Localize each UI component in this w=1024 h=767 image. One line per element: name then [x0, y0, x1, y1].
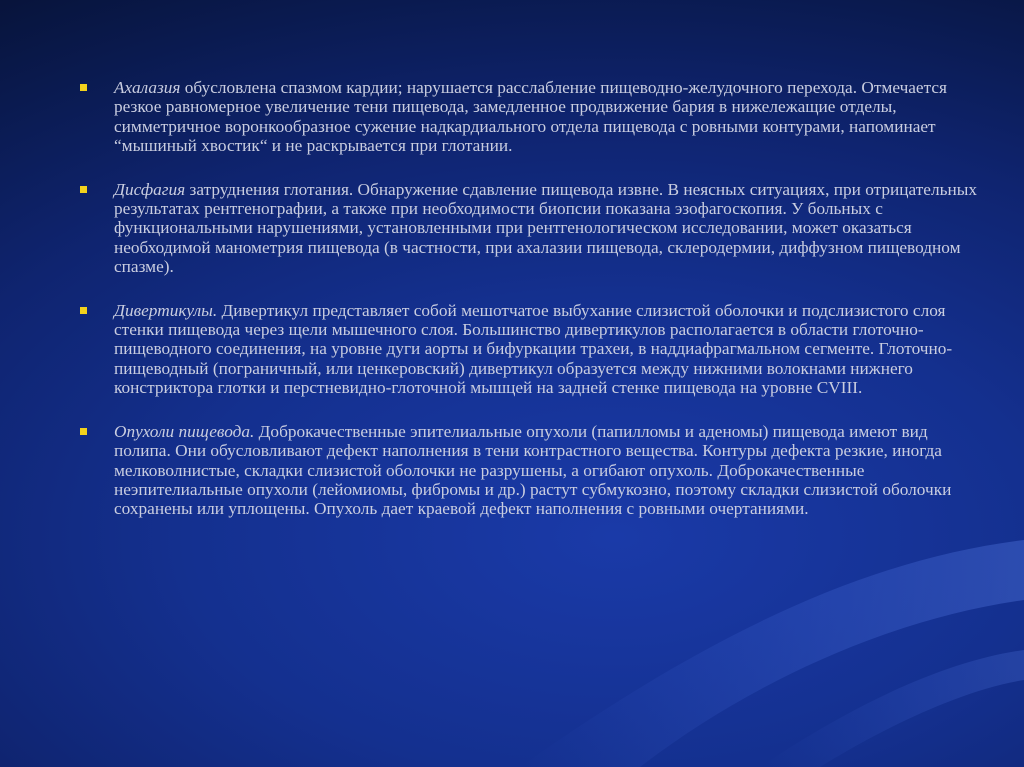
square-bullet-icon — [80, 186, 87, 193]
bullet-term: Опухоли пищевода. — [114, 421, 255, 441]
bullet-text — [114, 78, 985, 156]
bullet-body: Дивертикул представляет собой мешотчатое выбухание слизистой оболочки и подслизистого слоя стенки пищевода через щели мышечного слоя. Большинство дивертикулов располагается в области глоточно-пищеводного соединения, на уровне дуги аорты и бифуркации трахеи, в наддиафрагмальном сегменте. Глоточно-пищеводный (пограничный, или ценкеровский) дивертикул образуется между нижними волокнами нижнего констриктора глотки и перстневидно-глоточной мышцей на задней стенке пищевода на уровне CVIII. — [114, 300, 953, 398]
bullet-text — [114, 180, 985, 277]
square-bullet-icon — [80, 428, 87, 435]
bullet-achalasia — [80, 78, 985, 156]
bullet-diverticula — [80, 301, 985, 398]
bullet-body: затруднения глотания. Обнаружение сдавление пищевода извне. В неясных ситуациях, при отрицательных результатах рентгенографии, а также при необходимости биопсии показана эзофагоскопия. У больных с функциональными нарушениями, установленными при рентгенологическом исследовании, может оказаться необходимой манометрия пищевода (в частности, при ахалазии пищевода, склеродермии, диффузном пищеводном спазме). — [114, 179, 977, 277]
bullet-text — [114, 301, 985, 398]
bullet-body: Доброкачественные эпителиальные опухоли (папилломы и аденомы) пищевода имеют вид полипа. Они обусловливают дефект наполнения в тени контрастного вещества. Контуры дефекта резкие, иногда мелковолнистые, складки слизистой оболочки не разрушены, а огибают опухоль. Доброкачественные неэпителиальные опухоли (лейомиомы, фибромы и др.) растут субмукозно, поэтому складки слизистой оболочки сохранены или уплощены. Опухоль дает краевой дефект наполнения с ровными очертаниями. — [114, 421, 952, 519]
bullet-tumors — [80, 422, 985, 519]
bullet-term: Ахалазия — [114, 78, 181, 97]
slide-body — [80, 78, 985, 543]
square-bullet-icon — [80, 84, 87, 91]
bullet-term: Дивертикулы. — [114, 300, 218, 320]
bullet-dysphagia — [80, 180, 985, 277]
bullet-term: Дисфагия — [114, 179, 186, 199]
square-bullet-icon — [80, 307, 87, 314]
bullet-body: обусловлена спазмом кардии; нарушается расслабление пищеводно-желудочного перехода. Отмечается резкое равномерное увеличение тени пищевода, замедленное продвижение бария в нижележащие отделы, симметричное воронкообразное сужение надкардиального отдела пищевода с ровными контурами, напоминает “мышиный хвостик“ и не раскрывается при глотании. — [114, 78, 947, 156]
bullet-text — [114, 422, 985, 519]
